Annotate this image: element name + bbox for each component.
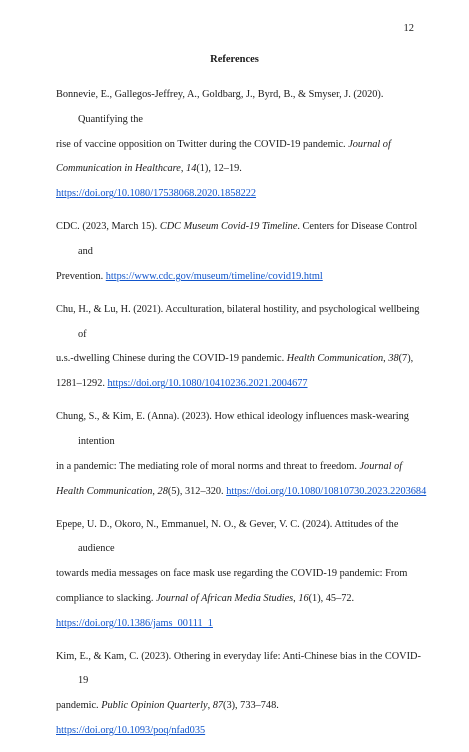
reference-line [56,513,428,563]
reference-entry [56,645,428,744]
reference-line [56,182,428,207]
reference-line [56,645,428,695]
reference-line [56,562,428,587]
reference-text: (1), 45–72. [308,592,355,604]
doi-link[interactable]: https://doi.org/10.1093/poq/nfad035 [56,725,206,737]
reference-text: Bonnevie, E., Gallegos-Jeffrey, A., Goldbarg, J., Byrd, B., & Smyser, J. (2020). Quantifying the [56,89,384,125]
doi-link[interactable]: https://www.cdc.gov/museum/timeline/covid19.html [105,270,323,282]
reference-text: Epepe, U. D., Okoro, N., Emmanuel, N. O., & Gever, V. C. (2024). Attitudes of the audience [56,518,399,555]
reference-text: , [207,700,213,712]
references-heading: References [210,54,259,65]
italic-text: Journal of [359,460,403,472]
references-list [56,83,428,752]
italic-text: Public Opinion Quarterly [101,700,208,712]
italic-text: Communication in Healthcare [56,163,181,175]
reference-entry [56,405,428,504]
reference-entry [56,298,428,397]
reference-line [56,298,428,348]
reference-line [56,405,428,455]
reference-text: Kim, E., & Kam, C. (2023). Othering in everyday life: Anti-Chinese bias in the COVID-19 [56,650,421,687]
reference-line [56,265,428,290]
doi-link[interactable]: https://doi.org/10.1080/10810730.2023.2203684 [226,485,427,497]
reference-line [56,372,428,397]
reference-text: compliance to slacking. [56,592,157,604]
reference-text: , [152,485,158,497]
doi-link[interactable]: https://doi.org/10.1080/10410236.2021.2004677 [107,378,308,390]
doi-link[interactable]: https://doi.org/10.1080/17538068.2020.1858222 [56,188,257,200]
reference-text: CDC. (2023, March 15). [56,221,160,233]
reference-text: 1281–1292. [56,378,108,390]
italic-text: Health Communication [56,485,153,497]
italic-text: 16 [298,592,309,604]
reference-line [56,157,428,182]
reference-line [56,347,428,372]
reference-line [56,587,428,612]
reference-text: u.s.-dwelling Chinese during the COVID-19 pandemic. [56,353,287,365]
italic-text: Health Communication [286,353,384,365]
reference-text: Prevention. [56,270,106,282]
italic-text: Journal of African Media Studies [156,592,294,604]
reference-text: (1), 12–19. [196,163,242,175]
reference-text: (5), 312–320. [167,485,227,497]
reference-text: Chung, S., & Kim, E. (Anna). (2023). How ethical ideology influences mask-wearing intention [56,411,409,447]
reference-line [56,215,428,265]
reference-entry [56,215,428,289]
reference-text: , [180,163,187,175]
reference-line [56,83,428,133]
italic-text: CDC Museum Covid-19 Timeline [159,221,298,233]
italic-text: Journal of [348,138,391,150]
reference-text: , [383,353,389,365]
italic-text: 87 [212,700,224,712]
reference-text: (7), [398,353,414,365]
italic-text: 38 [388,353,399,365]
italic-text: 14 [186,163,197,175]
reference-text: pandemic. [56,700,102,712]
reference-text: in a pandemic: The mediating role of moral norms and threat to freedom. [56,460,360,472]
reference-line [56,694,428,719]
reference-entry [56,513,428,637]
doi-link[interactable]: https://doi.org/10.1386/jams_00111_1 [56,617,213,629]
reference-line [56,480,428,505]
italic-text: 28 [157,485,168,497]
reference-line [56,455,428,480]
reference-line [56,719,428,744]
reference-text: , [293,592,299,604]
reference-line [56,612,428,637]
reference-text: (3), 733–748. [223,700,279,712]
reference-text: towards media messages on face mask use regarding the COVID-19 pandemic: From [56,568,408,580]
reference-entry [56,83,428,207]
reference-line [56,133,428,158]
page-number: 12 [403,23,414,34]
reference-text: . Centers for Disease Control and [78,221,418,257]
reference-text: Chu, H., & Lu, H. (2021). Acculturation, bilateral hostility, and psychological wellbeing of [56,303,420,340]
reference-text: rise of vaccine opposition on Twitter during the COVID-19 pandemic. [56,138,349,150]
